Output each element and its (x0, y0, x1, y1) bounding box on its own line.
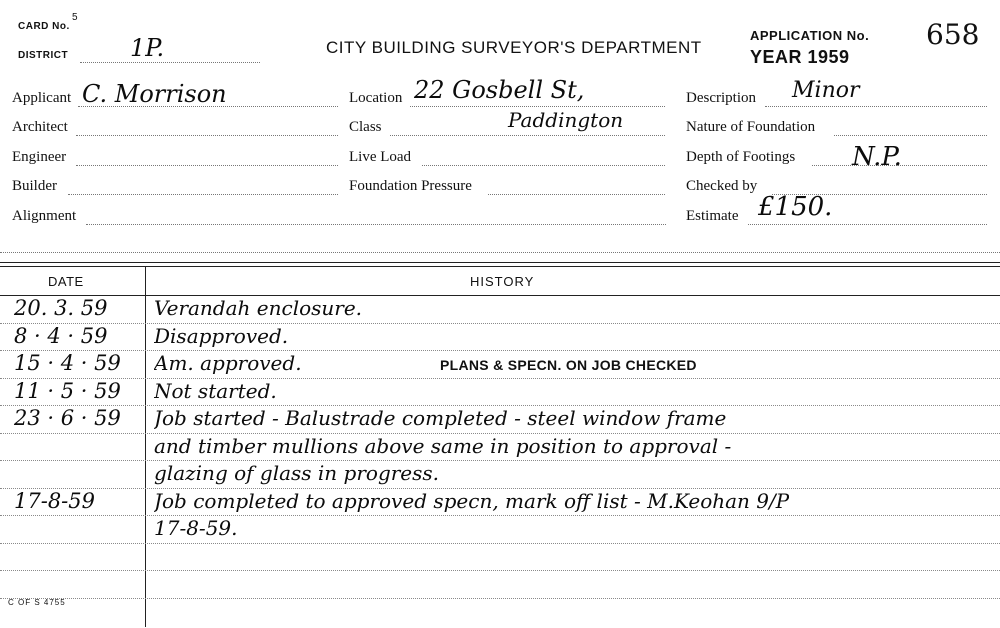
location-value: 22 Gosbell St, (414, 76, 585, 104)
history-top-rule (0, 262, 1000, 263)
history-header: HISTORY (470, 274, 535, 289)
history-rule-line (0, 378, 1000, 379)
application-label: APPLICATION No. (750, 28, 870, 43)
description-value: Minor (792, 78, 860, 103)
history-entry-text: Job completed to approved specn, mark off list - M.Keohan 9/P (154, 488, 790, 513)
history-entry-text: 17-8-59. (154, 516, 238, 540)
estimate-label: Estimate (686, 208, 739, 224)
history-rule-line (0, 515, 1000, 516)
date-header: DATE (48, 274, 84, 289)
history-rule-line (0, 460, 1000, 461)
live-load-line (422, 165, 665, 166)
history-entry-text: Disapproved. (154, 323, 289, 348)
history-date: 11 · 5 · 59 (14, 378, 121, 403)
history-entry-text: Verandah enclosure. (154, 296, 363, 320)
foundation-pressure-label: Foundation Pressure (349, 178, 472, 194)
history-date: 17-8-59 (14, 488, 95, 513)
builder-line (68, 194, 338, 195)
architect-line (76, 135, 338, 136)
checked-by-label: Checked by (686, 178, 758, 194)
district-underline (80, 62, 260, 63)
engineer-line (76, 165, 338, 166)
depth-value: N.P. (852, 142, 902, 172)
history-rule-line (0, 323, 1000, 324)
builder-label: Builder (12, 178, 57, 194)
district-label: DISTRICT (18, 50, 69, 61)
history-date: 20. 3. 59 (14, 296, 108, 320)
history-date: 8 · 4 · 59 (14, 323, 108, 348)
department-title: CITY BUILDING SURVEYOR'S DEPARTMENT (326, 38, 702, 57)
foundation-pressure-line (488, 194, 665, 195)
history-entry-text: Not started. (154, 378, 277, 403)
fields-bottom-line (0, 252, 1000, 253)
history-stamp: PLANS & SPECN. ON JOB CHECKED (440, 357, 697, 373)
card-no-value: 5 (72, 12, 78, 23)
history-rule-line (0, 570, 1000, 571)
applicant-label: Applicant (12, 90, 72, 106)
history-date: 15 · 4 · 59 (14, 351, 121, 375)
district-value: 1P. (130, 34, 165, 62)
history-entry-text: and timber mullions above same in position to approval - (154, 433, 732, 458)
alignment-line (86, 224, 666, 225)
location-label: Location (349, 90, 403, 106)
history-rule-line (0, 598, 1000, 599)
history-rule-line (0, 350, 1000, 351)
class-line (390, 135, 665, 136)
location-value-line2: Paddington (508, 108, 624, 132)
depth-of-footings-label: Depth of Footings (686, 149, 796, 165)
description-line (765, 106, 987, 107)
nature-of-foundation-label: Nature of Foundation (686, 119, 816, 135)
architect-label: Architect (12, 119, 68, 135)
applicant-value: C. Morrison (82, 80, 227, 108)
date-column-divider (145, 267, 146, 627)
alignment-label: Alignment (12, 208, 77, 224)
application-number: 658 (926, 18, 980, 51)
live-load-label: Live Load (349, 149, 412, 165)
estimate-value: £150. (758, 192, 833, 222)
history-entry-text: Job started - Balustrade completed - steel window frame (154, 406, 727, 430)
year-label: YEAR 1959 (750, 47, 850, 67)
history-entry-text: Am. approved. (154, 351, 302, 375)
location-line (410, 106, 665, 107)
history-rule-line (0, 543, 1000, 544)
description-label: Description (686, 90, 756, 106)
class-label: Class (349, 119, 382, 135)
history-entry-text: glazing of glass in progress. (154, 461, 440, 485)
history-date: 23 · 6 · 59 (14, 406, 121, 430)
history-top-rule-2 (0, 266, 1000, 267)
estimate-line (748, 224, 987, 225)
engineer-label: Engineer (12, 149, 67, 165)
form-code: C OF S 4755 (8, 598, 66, 607)
header-bottom-rule (0, 295, 1000, 296)
card-no-label: CARD No. (18, 21, 70, 32)
nature-line (834, 135, 987, 136)
